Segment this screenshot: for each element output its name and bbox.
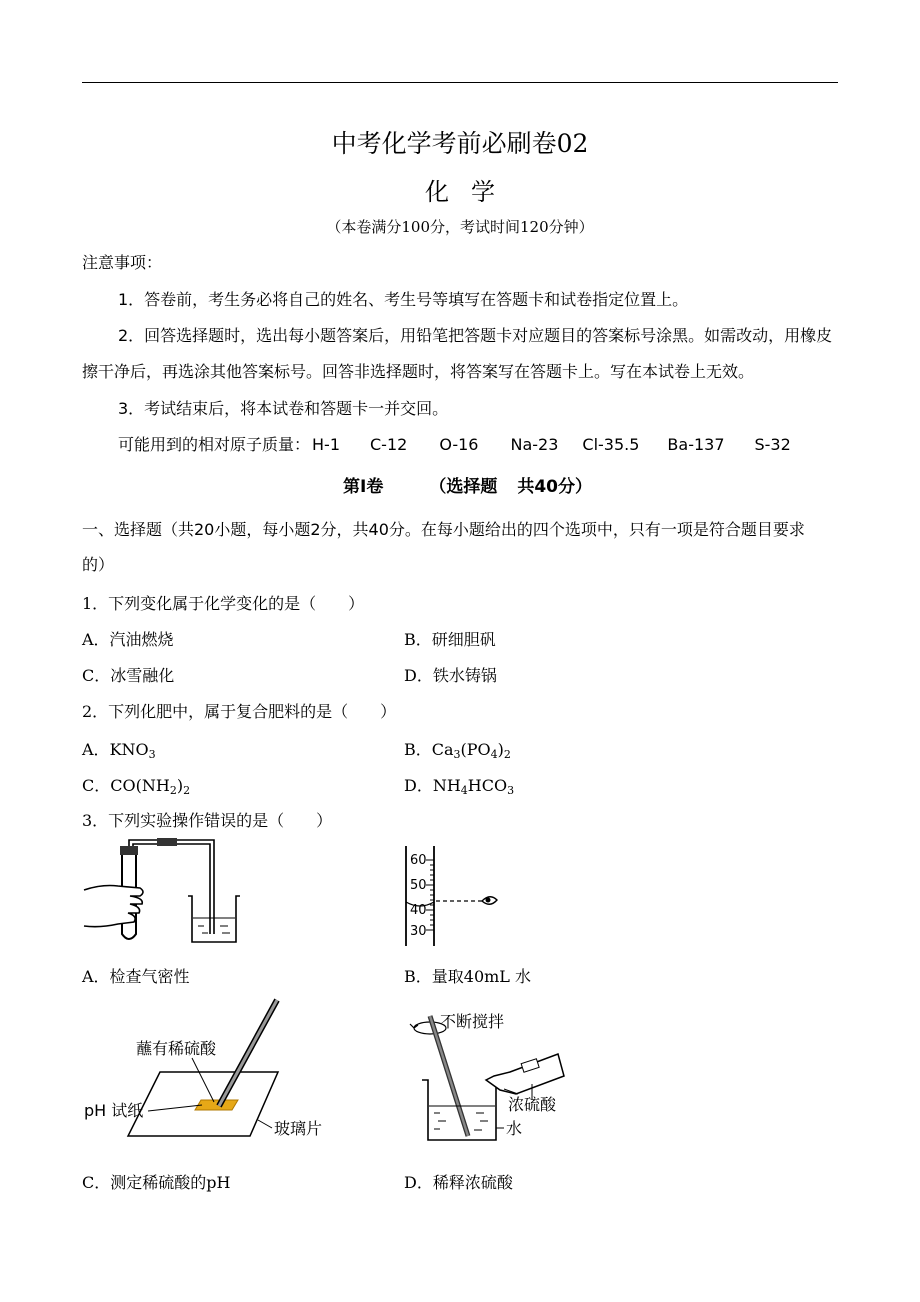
- figure-airtightness-check: [82, 838, 252, 950]
- notice-item-3: 3．考试结束后，将本试卷和答题卡一并交回。: [118, 399, 449, 418]
- notice-heading: 注意事项：: [82, 253, 163, 272]
- notice-item-2-cont: 擦干净后，再选涂其他答案标号。回答非选择题时，将答案写在答题卡上。写在本试卷上无效。: [82, 362, 755, 381]
- atomic-mass-item: Na-23: [510, 435, 559, 454]
- cylinder-tick-50: 50: [410, 878, 427, 893]
- q1-option-b: B．研细胆矾: [404, 630, 496, 649]
- label-water: 水: [506, 1119, 523, 1138]
- atomic-mass-item: Ba-137: [667, 435, 725, 454]
- atomic-mass-item: C-12: [370, 435, 408, 454]
- notice-item-2: 2．回答选择题时，选出每小题答案后，用铅笔把答题卡对应题目的答案标号涂黑。如需改动，用橡皮: [118, 326, 833, 345]
- header-rule: [82, 82, 838, 83]
- atomic-mass-item: S-32: [754, 435, 791, 454]
- q2-option-b: B．$Ca_3(PO_4)_2$: [404, 740, 511, 761]
- question-2-stem: 2．下列化肥中，属于复合肥料的是（ ）: [82, 702, 397, 721]
- q2-option-d: D．$NH_4HCO_3$: [404, 776, 515, 797]
- atomic-mass-item: H-1: [312, 435, 340, 454]
- atomic-mass-item: Cl-35.5: [582, 435, 640, 454]
- label-dilute-acid: 蘸有稀硫酸: [136, 1039, 217, 1058]
- section-heading-cont: 的）: [82, 555, 115, 574]
- section-heading: 一、选择题（共20小题，每小题2分，共40分。在每小题给出的四个选项中，只有一项是符合题目要求: [82, 520, 805, 539]
- q3-option-b: B．量取40mL 水: [404, 967, 532, 986]
- figure-dilute-acid: [400, 1010, 570, 1146]
- subject-title: 化学: [425, 178, 517, 206]
- q3-option-c: C．测定稀硫酸的pH: [82, 1173, 231, 1192]
- label-ph-paper: pH 试纸: [84, 1101, 144, 1120]
- cylinder-tick-30: 30: [410, 924, 427, 939]
- score-info: （本卷满分100分，考试时间120分钟）: [326, 218, 594, 236]
- q2-option-a: A．$KNO_3$: [82, 740, 156, 761]
- page-title: 中考化学考前必刷卷02: [331, 129, 589, 158]
- q1-option-d: D．铁水铸锅: [404, 666, 497, 685]
- figure-ph-test: [82, 996, 342, 1146]
- label-conc-acid: 浓硫酸: [508, 1095, 557, 1114]
- q3-option-d: D．稀释浓硫酸: [404, 1173, 513, 1192]
- atomic-mass-item: O-16: [439, 435, 479, 454]
- cylinder-tick-40: 40: [410, 903, 427, 918]
- notice-item-1: 1．答卷前，考生务必将自己的姓名、考生号等填写在答题卡和试卷指定位置上。: [118, 290, 689, 309]
- question-1-stem: 1．下列变化属于化学变化的是（ ）: [82, 594, 365, 613]
- label-glass-slide: 玻璃片: [274, 1119, 323, 1138]
- question-3-stem: 3．下列实验操作错误的是（ ）: [82, 811, 333, 830]
- label-stir: 不断搅拌: [440, 1012, 505, 1031]
- q1-option-c: C．冰雪融化: [82, 666, 175, 685]
- atomic-mass-line: [118, 432, 791, 455]
- part-title: 第I卷 （选择题 共40分）: [343, 477, 592, 497]
- q1-option-a: A．汽油燃烧: [82, 630, 174, 649]
- atomic-mass-label: 可能用到的相对原子质量：: [118, 435, 311, 454]
- q3-option-a: A．检查气密性: [82, 967, 190, 986]
- q2-option-c: C．$CO(NH_2)_2$: [82, 776, 191, 797]
- cylinder-tick-60: 60: [410, 853, 427, 868]
- figure-graduated-cylinder: [400, 842, 510, 948]
